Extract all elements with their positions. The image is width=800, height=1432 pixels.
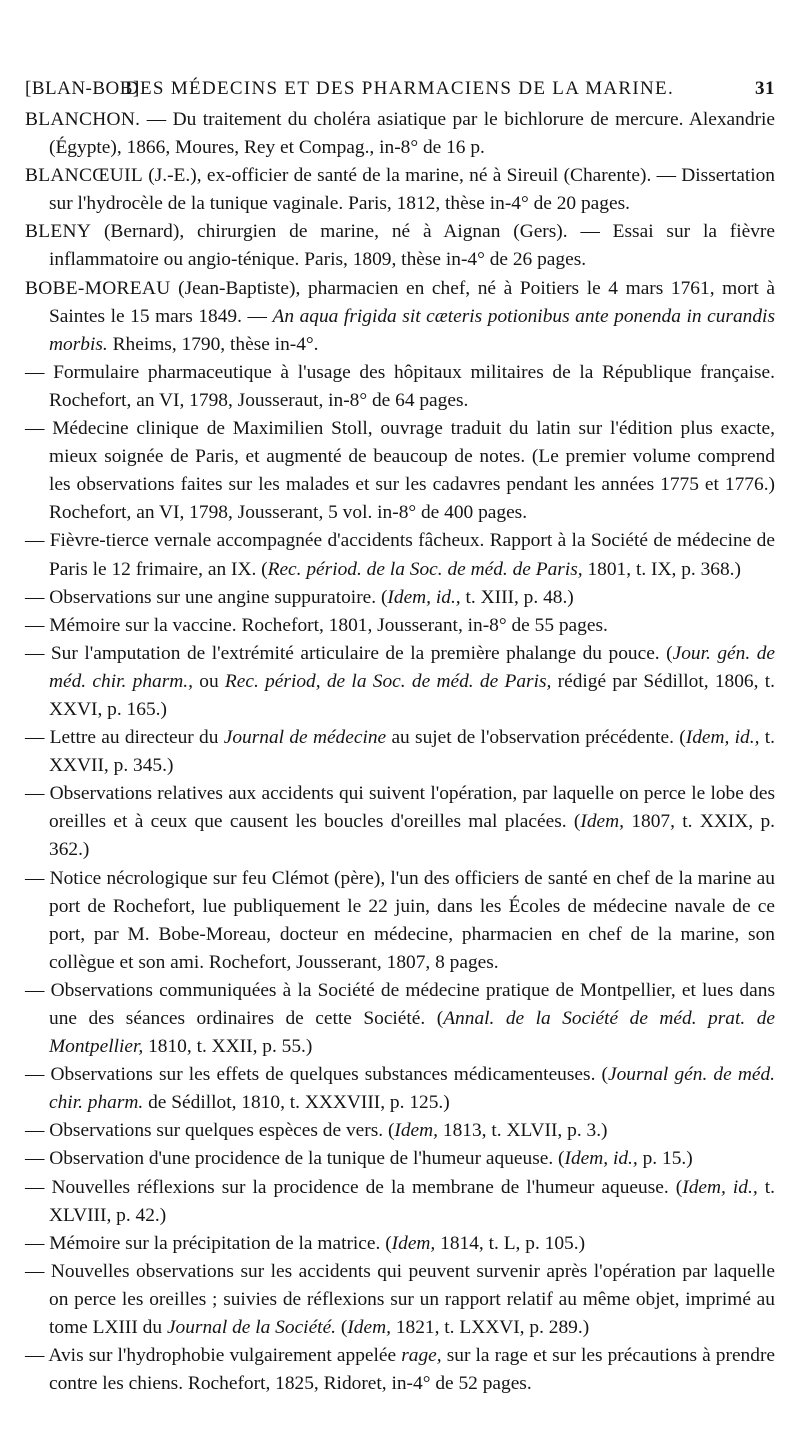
work-item: [25, 584, 775, 612]
work-citation: Journal de la Société.: [166, 1317, 337, 1339]
work-text: — Observations communiquées à la Société de médecine pratique de Montpellier, et lues dans une des séances ordinaires de cette Société. (: [25, 979, 775, 1029]
work-text: 1813, t. XLVII, p. 3.): [438, 1120, 608, 1142]
work-citation: Idem, id.,: [387, 586, 461, 608]
work-citation: Rec. périod, de la Soc. de méd. de Paris,: [224, 670, 552, 692]
work-text: 1801, t. IX, p. 368.): [582, 558, 741, 580]
work-text: — Nouvelles réflexions sur la procidence de la membrane de l'humeur aqueuse. (: [25, 1176, 683, 1198]
work-item: [25, 865, 775, 977]
work-citation: Jour. gén. de méd. chir. pharm.,: [49, 642, 775, 692]
work-text: — Mémoire sur la précipitation de la matrice. (: [25, 1232, 392, 1254]
work-item: [25, 1174, 775, 1230]
entry-text: (J.-E.), ex-officier de santé de la marine, né à Sireuil (Charente). — Dissertation sur l'hydrocèle de la tunique vaginale. Paris, 1812, thèse in-4° de 20 pages.: [49, 165, 775, 215]
work-citation: Idem, id.,: [685, 727, 760, 749]
work-item: [25, 1230, 775, 1258]
work-citation: Rec. périod. de la Soc. de méd. de Paris,: [267, 558, 583, 580]
work-item: [25, 612, 775, 640]
entry-text: — Du traitement du choléra asiatique par le bichlorure de mercure. Alexandrie (Égypte), 1866, Moures, Rey et Compag., in-8° de 16 p.: [49, 109, 775, 159]
work-citation: Idem,: [391, 1232, 436, 1254]
entry-name: BLANCHON.: [25, 109, 141, 130]
entry-blanchon: [25, 106, 775, 162]
work-text: 1821, t. LXXVI, p. 289.): [390, 1317, 590, 1339]
entry-text: (Jean-Baptiste), pharmacien en chef, né à Poitiers le 4 mars 1761, mort à Saintes le 15 mars 1849. —: [49, 277, 775, 327]
work-text: 1810, t. XXII, p. 55.): [143, 1036, 313, 1058]
page-number: 31: [755, 78, 775, 99]
work-item: [25, 724, 775, 780]
work-text: — Nouvelles observations sur les accidents qui peuvent survenir après l'opération par laquelle on perce les oreilles ; suivies de réflexions sur un rapport relatif au même objet, imprimé au tome LXIII du: [25, 1260, 775, 1339]
header-title: DES MÉDECINS ET DES PHARMACIENS DE LA MARINE.: [125, 78, 675, 99]
work-item: [25, 1117, 775, 1145]
work-citation: Journal gén. de méd. chir. pharm.: [49, 1064, 775, 1114]
work-text: 1814, t. L, p. 105.): [435, 1232, 586, 1254]
work-text: — Observations sur les effets de quelques substances médicamenteuses. (: [25, 1064, 608, 1086]
work-text: — Médecine clinique de Maximilien Stoll, ouvrage traduit du latin sur l'édition plus exacte, mieux soignée de Paris, et augmenté de beaucoup de notes. (Le premier volume comprend les observations faites sur les malades et sur les cadavres pendant les années 1775 et 1776.) Rochefort, an VI, 1798, Jousserant, 5 vol. in-8° de 400 pages.: [25, 418, 775, 524]
work-text: de Sédillot, 1810, t. XXXVIII, p. 125.): [143, 1092, 450, 1114]
work-text: p. 15.): [637, 1148, 693, 1170]
entry-name: BLANCŒUIL: [25, 165, 143, 187]
entry-blancoeuil: [25, 162, 775, 218]
work-text: — Avis sur l'hydrophobie vulgairement appelée: [25, 1345, 402, 1367]
work-item: [25, 780, 775, 864]
work-text: — Mémoire sur la vaccine. Rochefort, 1801, Jousserant, in-8° de 55 pages.: [25, 614, 608, 636]
work-text: ou: [192, 670, 225, 692]
work-item: [25, 527, 775, 583]
work-text: — Notice nécrologique sur feu Clémot (père), l'un des officiers de santé en chef de la marine au port de Rochefort, lue publiquement le 22 juin, dans les Écoles de médecine navale de ce port, par M. Bobe-Moreau, docteur en médecine, pharmacien en chef de la marine, son collègue et son ami. Rochefort, Jousserant, 1807, 8 pages.: [25, 867, 775, 973]
work-text: (: [336, 1317, 348, 1339]
work-item: [25, 1258, 775, 1342]
work-item: [25, 415, 775, 527]
work-citation: Idem,: [394, 1120, 439, 1142]
work-citation: Annal. de la Société de méd. prat. de Montpellier,: [49, 1008, 775, 1058]
work-item: [25, 1061, 775, 1117]
work-text: — Formulaire pharmaceutique à l'usage des hôpitaux militaires de la République française. Rochefort, an VI, 1798, Jousseraut, in-8° de 64 pages.: [25, 361, 775, 411]
work-citation: Idem,: [580, 811, 624, 833]
thesis-title: An aqua frigida sit cæteris potionibus ante ponenda in curandis morbis.: [49, 305, 775, 355]
work-text: t. XLVIII, p. 42.): [49, 1176, 775, 1226]
entry-name: BOBE-MOREAU: [25, 277, 171, 299]
work-text: rédigé par Sédillot, 1806, t. XXVI, p. 165.): [49, 670, 775, 720]
work-item: [25, 640, 775, 724]
entry-name: BLENY: [25, 221, 92, 243]
work-text: — Fièvre-tierce vernale accompagnée d'accidents fâcheux. Rapport à la Société de médecine de Paris le 12 frimaire, an IX. (: [25, 530, 775, 580]
work-text: — Lettre au directeur du: [25, 727, 224, 749]
header-range: [BLAN-BOB]: [25, 78, 140, 99]
work-citation: Idem, id.,: [682, 1176, 758, 1198]
work-citation: Journal de médecine: [223, 727, 387, 749]
running-head: [25, 78, 775, 104]
work-item: [25, 1342, 775, 1398]
work-text: t. XIII, p. 48.): [460, 586, 574, 608]
page-body: [25, 106, 775, 1398]
work-citation: rage,: [401, 1345, 442, 1367]
work-item: [25, 977, 775, 1061]
work-citation: Idem, id.,: [564, 1148, 638, 1170]
entry-bobe-moreau: [25, 275, 775, 359]
entry-text: (Bernard), chirurgien de marine, né à Aignan (Gers). — Essai sur la fièvre inflammatoire ou angio-ténique. Paris, 1809, thèse in-4° de 26 pages.: [49, 221, 775, 271]
work-item: [25, 359, 775, 415]
work-text: — Observations relatives aux accidents qui suivent l'opération, par laquelle on perce le lobe des oreilles et à ceux que causent les boucles d'oreilles mal placées. (: [25, 783, 775, 833]
work-text: — Observations sur une angine suppuratoire. (: [25, 586, 388, 608]
work-text: sur la rage et sur les précautions à prendre contre les chiens. Rochefort, 1825, Ridoret, in-4° de 52 pages.: [49, 1345, 776, 1395]
work-citation: Idem,: [347, 1317, 391, 1339]
work-text: au sujet de l'observation précédente. (: [386, 727, 686, 749]
work-text: — Sur l'amputation de l'extrémité articulaire de la première phalange du pouce. (: [25, 642, 673, 664]
entry-bleny: [25, 218, 775, 274]
work-text: — Observations sur quelques espèces de vers. (: [25, 1120, 395, 1142]
work-text: — Observation d'une procidence de la tunique de l'humeur aqueuse. (: [25, 1148, 565, 1170]
work-text: 1807, t. XXIX, p. 362.): [49, 811, 775, 861]
entry-text: Rheims, 1790, thèse in-4°.: [107, 333, 319, 355]
work-text: t. XXVII, p. 345.): [49, 727, 775, 777]
work-item: [25, 1145, 775, 1173]
